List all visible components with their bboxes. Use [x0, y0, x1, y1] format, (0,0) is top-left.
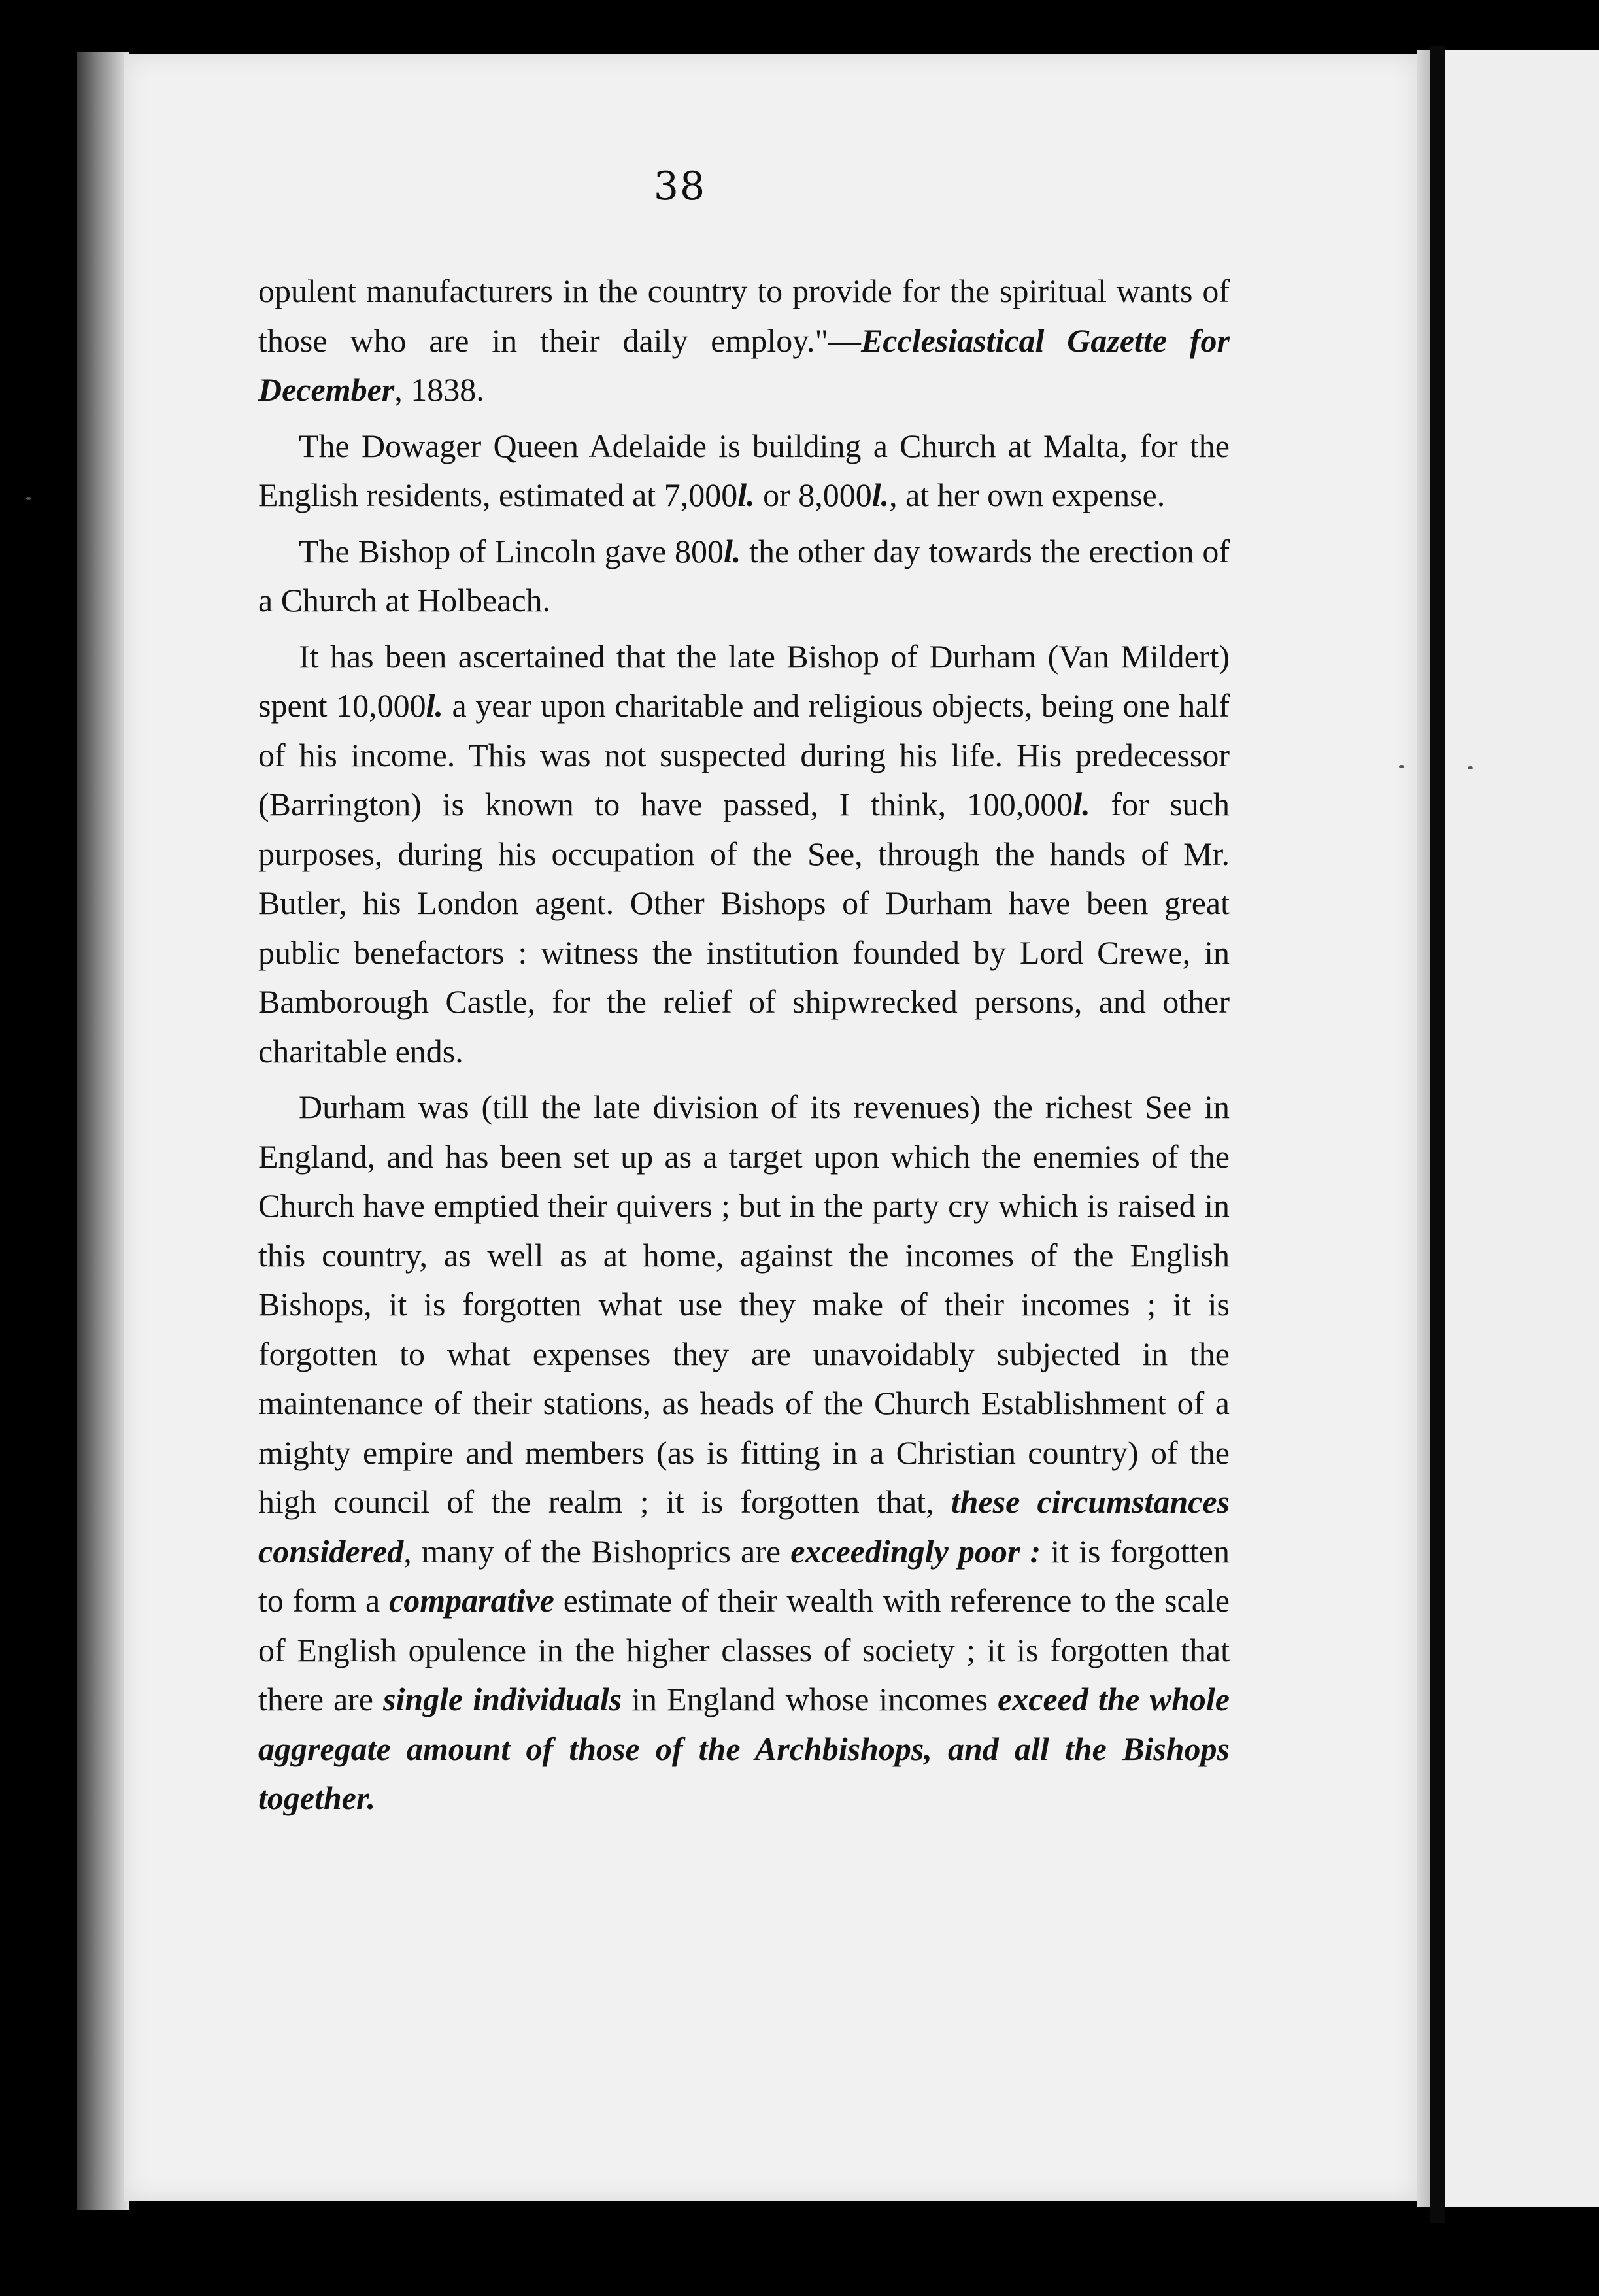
italic-text: exceed the whole aggregate amount of those of the Archbishops, and all the Bishops together.	[258, 1681, 1230, 1816]
text-run: estimate of their wealth with reference to the scale of English opulence in the higher classes of society ; it is forgotten that there are	[258, 1582, 1230, 1717]
text-run: , at her own expense.	[889, 477, 1166, 513]
italic-text: l.	[723, 532, 741, 569]
facing-page	[1445, 50, 1599, 2207]
scan-speck	[1468, 766, 1473, 769]
paragraph	[258, 527, 1230, 626]
scan-speck	[26, 497, 31, 500]
italic-text: these circumstances considered	[258, 1483, 1230, 1570]
text-run: or 8,000	[754, 477, 872, 513]
italic-text: l.	[1073, 786, 1090, 822]
italic-text: l.	[737, 477, 755, 513]
text-run: , 1838.	[394, 371, 484, 408]
binding-gutter	[77, 52, 129, 2210]
text-run: , many of the Bishoprics are	[403, 1532, 791, 1570]
text-run: It has been ascertained that the late Bishop of Durham (Van Mildert) spent 10,000	[258, 637, 1230, 724]
text-run: a year upon charitable and religious objects, being one half of his income. This was not suspected during his life. His predecessor (Barrington) is known to have passed, I think, 100,000	[258, 687, 1230, 822]
italic-text: Ecclesiastical Gazette for December	[258, 322, 1230, 408]
text-run: in England whose incomes	[622, 1681, 998, 1717]
paragraph	[258, 1083, 1230, 1823]
page-text	[258, 267, 1230, 1823]
italic-text: comparative	[389, 1582, 554, 1619]
text-run: opulent manufacturers in the country to provide for the spiritual wants of those who are in their daily employ."—	[258, 273, 1230, 359]
text-run: The Dowager Queen Adelaide is building a Church at Malta, for the English residents, estimated at 7,000	[258, 427, 1230, 513]
text-run: it is forgotten to form a	[258, 1532, 1230, 1619]
book-spine	[1430, 46, 1445, 2223]
scan-speck	[1399, 765, 1404, 768]
text-run: for such purposes, during his occupation of the See, through the hands of Mr. Butler, his London agent. Other Bishops of Durham have been great public benefactors : witness the institution founded by Lord Crewe, in Bamborough Castle, for the relief of shipwrecked persons, and other charitable ends.	[258, 786, 1230, 1070]
paragraph	[258, 632, 1230, 1077]
paragraph	[258, 422, 1230, 520]
italic-text: l.	[871, 477, 890, 513]
italic-text: exceedingly poor :	[790, 1532, 1041, 1570]
text-run: the other day towards the erection of a Church at Holbeach.	[258, 532, 1230, 618]
text-run: Durham was (till the late division of its revenues) the richest See in England, and has been set up as a target upon which the enemies of the Church have emptied their quivers ; but in the party cry which is raised in this country, as well as at home, against the incomes of the English Bishops, it is forgotten what use they make of their incomes ; it is forgotten to what expenses they are unavoidably subjected in the maintenance of their stations, as heads of the Church Establishment of a mighty empire and members (as is fitting in a Christian country) of the high council of the realm ; it is forgotten that,	[258, 1089, 1230, 1520]
page-edge	[1417, 50, 1430, 2207]
text-run: The Bishop of Lincoln gave 800	[299, 532, 724, 569]
paragraph	[258, 267, 1230, 415]
italic-text: l.	[426, 687, 443, 724]
page-number: 38	[653, 163, 707, 209]
italic-text: single individuals	[383, 1681, 622, 1717]
